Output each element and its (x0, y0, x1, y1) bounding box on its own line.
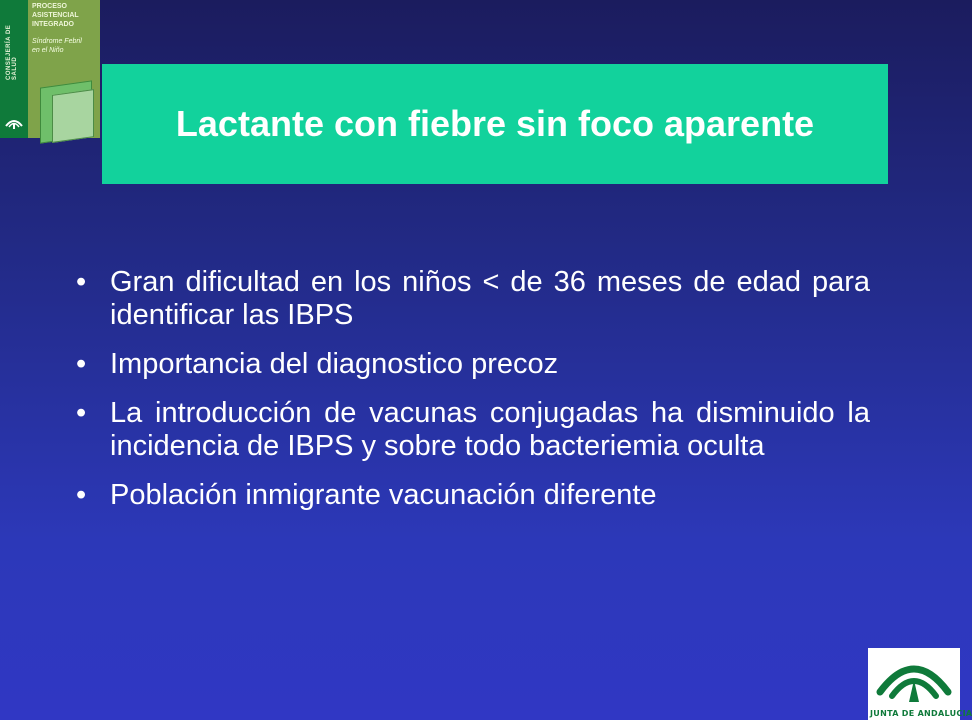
cover-line: INTEGRADO (32, 21, 74, 28)
cover-subtitle-line: en el Niño (32, 47, 64, 54)
bullet-item (74, 397, 870, 463)
cover-subtitle (32, 37, 98, 55)
bullet-symbol: • (76, 266, 87, 298)
cover-book-graphic (52, 89, 94, 143)
bullet-text: Población inmigrante vacunación diferente (110, 479, 657, 511)
title-box (102, 64, 888, 184)
andalucia-emblem-icon (4, 116, 24, 130)
bullet-text: Importancia del diagnostico precoz (110, 348, 559, 380)
logo-text: JUNTA DE ANDALUCIA (870, 709, 972, 718)
bullet-symbol: • (76, 348, 87, 380)
bullet-symbol: • (76, 397, 87, 429)
cover-subtitle-line: Síndrome Febril (32, 38, 82, 45)
cover-image (0, 0, 100, 138)
junta-logo (868, 648, 972, 720)
bullet-symbol: • (76, 479, 87, 511)
slide-title: Lactante con fiebre sin foco aparente (175, 103, 815, 144)
cover-band-text: CONSEJERÍA DE SALUD (6, 24, 18, 80)
bullet-list (74, 266, 870, 528)
cover-line: PROCESO (32, 3, 68, 10)
bullet-item (74, 266, 870, 332)
bullet-item (74, 348, 870, 381)
bullet-text: La introducción de vacunas conjugadas ha disminuido la incidencia de IBPS y sobre todo bacteriemia oculta (110, 397, 870, 462)
cover-text (32, 2, 98, 55)
bullet-item (74, 479, 870, 512)
junta-de-andalucia-emblem-icon (874, 652, 954, 704)
bullet-text: Gran dificultad en los niños < de 36 meses de edad para identificar las IBPS (110, 266, 870, 331)
cover-side-band (0, 0, 28, 138)
cover-line: ASISTENCIAL (32, 12, 79, 19)
